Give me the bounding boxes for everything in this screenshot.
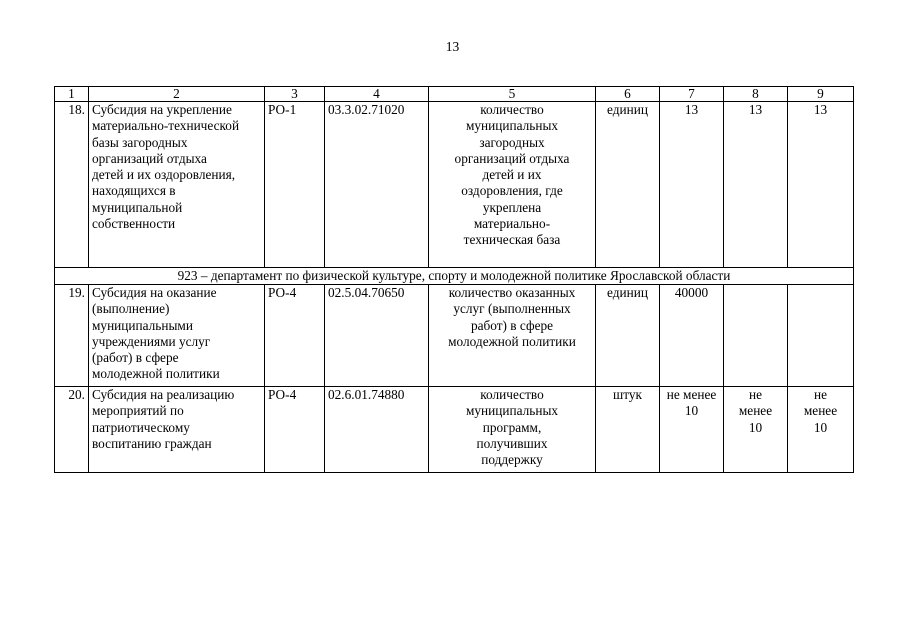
- section-title: 923 – департамент по физической культуре, спорту и молодежной политике Ярославской области: [55, 268, 854, 285]
- subsidy-table: [54, 86, 854, 473]
- value-col9: 13: [788, 102, 854, 268]
- table-header-row: [55, 87, 854, 102]
- header-cell: 6: [596, 87, 660, 102]
- kbk-cell: 03.3.02.71020: [325, 102, 429, 268]
- subsidy-name: Субсидия на оказание (выполнение) муниципальными учреждениями услуг (работ) в сфере молодежной политики: [89, 285, 265, 387]
- value-col7: 13: [660, 102, 724, 268]
- section-row: [55, 268, 854, 285]
- value-col9: [788, 285, 854, 387]
- row-number: 18.: [55, 102, 89, 268]
- table-row: [55, 102, 854, 268]
- value-col7: 40000: [660, 285, 724, 387]
- header-cell: 5: [429, 87, 596, 102]
- kbk-cell: 02.5.04.70650: [325, 285, 429, 387]
- unit-cell: штук: [596, 387, 660, 473]
- header-cell: 4: [325, 87, 429, 102]
- value-col7: не менее 10: [660, 387, 724, 473]
- header-cell: 2: [89, 87, 265, 102]
- header-cell: 3: [265, 87, 325, 102]
- value-col8: 13: [724, 102, 788, 268]
- subsidy-name: Субсидия на укрепление материально-технической базы загородных организаций отдыха детей и их оздоровления, находящихся в муниципальной собственности: [89, 102, 265, 268]
- unit-cell: единиц: [596, 102, 660, 268]
- table-row: [55, 387, 854, 473]
- header-cell: 8: [724, 87, 788, 102]
- header-cell: 9: [788, 87, 854, 102]
- value-col9: не менее 10: [788, 387, 854, 473]
- indicator-cell: количество муниципальных программ, получивших поддержку: [429, 387, 596, 473]
- row-number: 20.: [55, 387, 89, 473]
- value-col8: [724, 285, 788, 387]
- code-cell: РО-4: [265, 285, 325, 387]
- page-number: 13: [445, 39, 460, 54]
- unit-cell: единиц: [596, 285, 660, 387]
- kbk-cell: 02.6.01.74880: [325, 387, 429, 473]
- indicator-cell: количество оказанных услуг (выполненных работ) в сфере молодежной политики: [429, 285, 596, 387]
- subsidy-name: Субсидия на реализацию мероприятий по патриотическому воспитанию граждан: [89, 387, 265, 473]
- indicator-cell: количество муниципальных загородных организаций отдыха детей и их оздоровления, где укреплена материально- техническая база: [429, 102, 596, 268]
- row-number: 19.: [55, 285, 89, 387]
- code-cell: РО-1: [265, 102, 325, 268]
- table-row: [55, 285, 854, 387]
- code-cell: РО-4: [265, 387, 325, 473]
- value-col8: не менее 10: [724, 387, 788, 473]
- header-cell: 1: [55, 87, 89, 102]
- header-cell: 7: [660, 87, 724, 102]
